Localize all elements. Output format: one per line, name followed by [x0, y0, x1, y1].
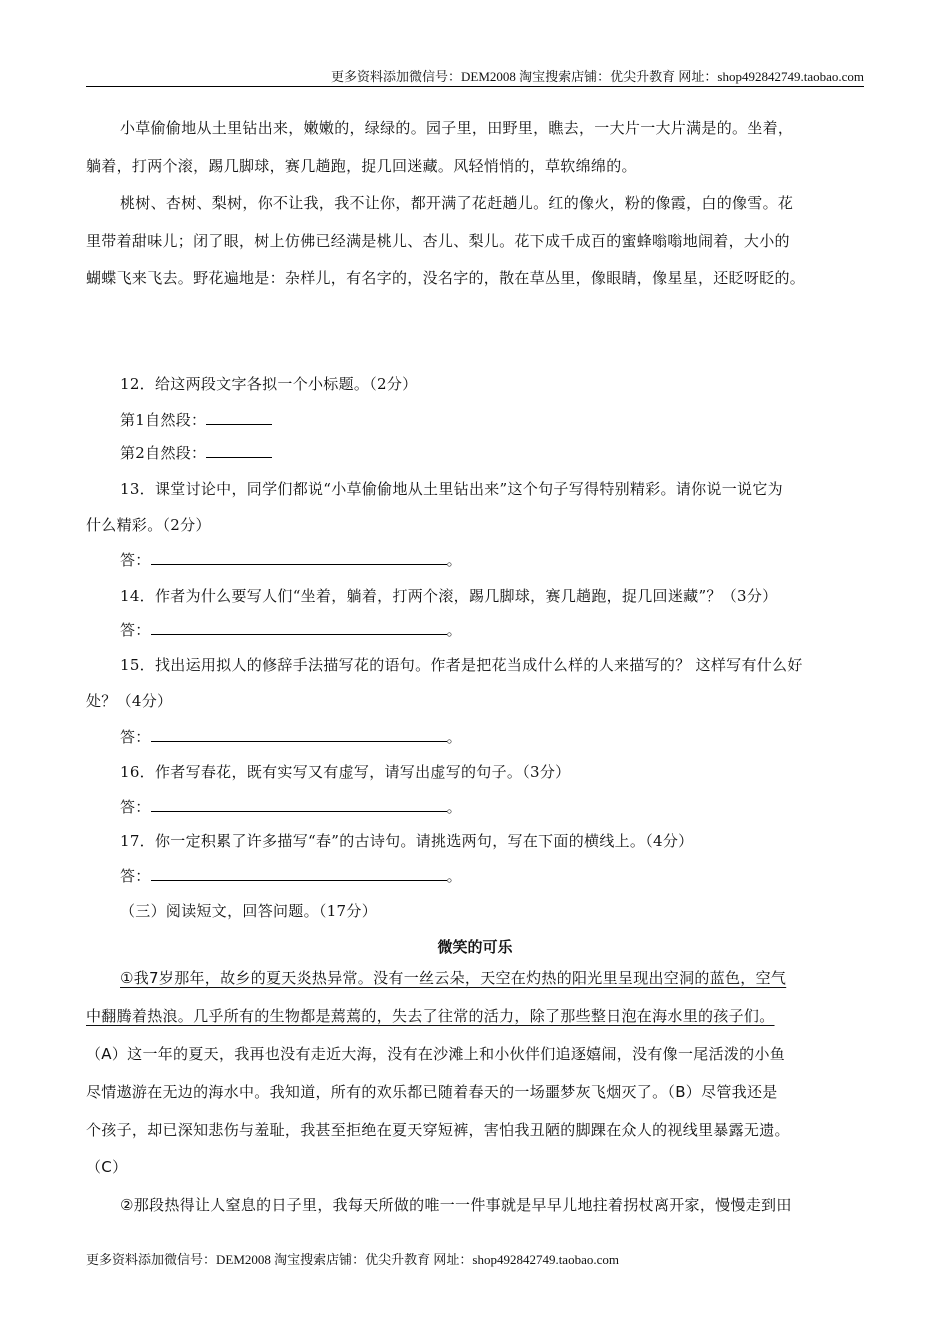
answer-label: 答：	[120, 621, 151, 639]
article-line-underlined: 中翻腾着热浪。几乎所有的生物都是蔫蔫的，失去了往常的活力，除了那些整日泡在海水里的孩子们。	[86, 1007, 775, 1025]
answer-label: 答：	[120, 551, 151, 569]
q12-answer-1	[120, 409, 272, 430]
section-3-intro: （三）阅读短文，回答问题。（17分）	[120, 902, 377, 920]
question-14: 14．作者为什么要写人们“坐着，躺着，打两个滚，踢几脚球，赛几趟跑，捉几回迷藏”？（3分）	[120, 587, 778, 605]
article-line: 尽情遨游在无边的海水中。我知道，所有的欢乐都已随着春天的一场噩梦灰飞烟灭了。（B）尽管我还是	[86, 1083, 778, 1101]
answer-blank[interactable]	[151, 620, 447, 635]
page-footer: 更多资料添加微信号：DEM2008 淘宝搜索店铺：优尖升教育 网址：shop492842749.taobao.com	[86, 1252, 619, 1267]
q17-answer	[120, 865, 462, 886]
question-12: 12．给这两段文字各拟一个小标题。（2分）	[120, 375, 418, 393]
answer-label: 答：	[120, 798, 151, 816]
q15-answer	[120, 726, 462, 747]
answer-blank[interactable]	[151, 550, 447, 565]
header-divider	[86, 86, 864, 87]
answer-blank[interactable]	[151, 797, 447, 812]
answer-period: 。	[446, 551, 462, 569]
article-line: 个孩子，却已深知悲伤与羞耻，我甚至拒绝在夏天穿短裤，害怕我丑陋的脚踝在众人的视线里暴露无遗。	[86, 1121, 790, 1139]
answer-blank[interactable]	[151, 727, 447, 742]
q16-answer	[120, 796, 462, 817]
question-15-cont: 处？（4分）	[86, 692, 173, 710]
q13-answer	[120, 549, 462, 570]
question-17: 17．你一定积累了许多描写“春”的古诗句。请挑选两句，写在下面的横线上。（4分）	[120, 832, 694, 850]
q12-label-1: 第1自然段：	[120, 411, 207, 429]
q12-label-2: 第2自然段：	[120, 444, 207, 462]
passage-line: 桃树、杏树、梨树，你不让我，我不让你，都开满了花赶趟儿。红的像火，粉的像霞，白的像雪。花	[120, 194, 794, 212]
article-line-underlined: ①我7岁那年，故乡的夏天炎热异常。没有一丝云朵，天空在灼热的阳光里呈现出空洞的蓝色，空气	[120, 969, 787, 987]
question-15: 15．找出运用拟人的修辞手法描写花的语句。作者是把花当成什么样的人来描写的？ 这样写有什么好	[120, 656, 803, 674]
answer-blank[interactable]	[151, 866, 447, 881]
article-title: 微笑的可乐	[437, 938, 513, 956]
question-13: 13．课堂讨论中，同学们都说“小草偷偷地从土里钻出来”这个句子写得特别精彩。请你说一说它为	[120, 480, 783, 498]
page-header: 更多资料添加微信号：DEM2008 淘宝搜索店铺：优尖升教育 网址：shop492842749.taobao.com	[331, 69, 864, 84]
q14-answer	[120, 619, 462, 640]
article-line: （A）这一年的夏天，我再也没有走近大海，没有在沙滩上和小伙伴们追逐嬉闹，没有像一尾活泼的小鱼	[86, 1045, 786, 1063]
passage-line: 躺着，打两个滚，踢几脚球，赛几趟跑，捉几回迷藏。风轻悄悄的，草软绵绵的。	[86, 157, 637, 175]
answer-label: 答：	[120, 867, 151, 885]
article-line: ②那段热得让人窒息的日子里，我每天所做的唯一一件事就是早早儿地拄着拐杖离开家，慢慢走到田	[120, 1196, 792, 1214]
question-16: 16．作者写春花，既有实写又有虚写，请写出虚写的句子。（3分）	[120, 763, 571, 781]
passage-line: 蝴蝶飞来飞去。野花遍地是：杂样儿，有名字的，没名字的，散在草丛里，像眼睛，像星星，还眨呀眨的。	[86, 269, 806, 287]
answer-blank[interactable]	[206, 443, 272, 458]
article-line: （C）	[86, 1158, 128, 1176]
answer-period: 。	[446, 728, 462, 746]
answer-blank[interactable]	[206, 410, 272, 425]
answer-period: 。	[446, 621, 462, 639]
q12-answer-2	[120, 442, 272, 463]
passage-line: 小草偷偷地从土里钻出来，嫩嫩的，绿绿的。园子里，田野里，瞧去，一大片一大片满是的。坐着，	[120, 119, 794, 137]
passage-line: 里带着甜味儿；闭了眼，树上仿佛已经满是桃儿、杏儿、梨儿。花下成千成百的蜜蜂嗡嗡地闹着，大小的	[86, 232, 790, 250]
question-13-cont: 什么精彩。（2分）	[86, 516, 211, 534]
answer-period: 。	[446, 867, 462, 885]
answer-label: 答：	[120, 728, 151, 746]
answer-period: 。	[446, 798, 462, 816]
